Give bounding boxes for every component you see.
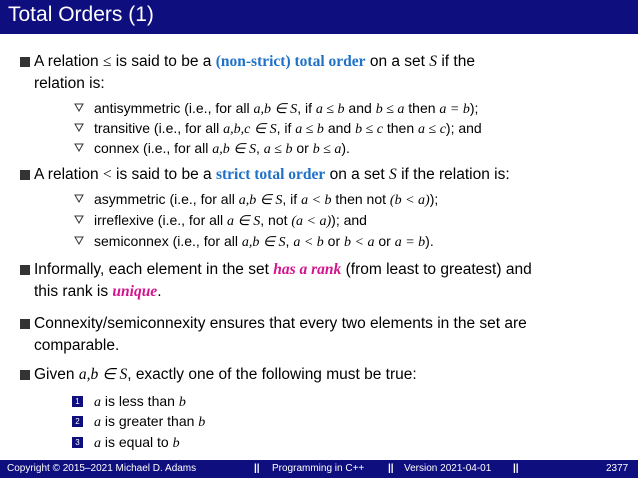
sub-bullet-asymmetric (94, 190, 438, 210)
math: (a < a) (291, 214, 332, 229)
text: if the (437, 53, 475, 70)
text: semiconnex (i.e., for all (94, 233, 242, 249)
text: , (285, 233, 294, 249)
triangle-bullet-icon (74, 102, 84, 112)
math: a (94, 415, 101, 430)
text: asymmetric (i.e., for all (94, 191, 239, 207)
text: ); and (445, 120, 482, 136)
math: b (178, 395, 186, 410)
text: or (374, 233, 395, 249)
text: or (292, 140, 313, 156)
text: ); (469, 100, 479, 116)
math: b < a (344, 235, 375, 250)
triangle-bullet-icon (74, 122, 84, 132)
math: a,b ∈ S (253, 102, 298, 117)
text: A relation (34, 166, 103, 183)
footer-separator: || (513, 463, 519, 474)
text: antisymmetric (i.e., for all (94, 100, 254, 116)
math: (b < a) (389, 193, 430, 208)
text: this rank is (34, 283, 113, 300)
numbered-item (75, 433, 180, 453)
text: , if (282, 191, 302, 207)
highlight-term: has a rank (273, 261, 342, 278)
text: ); and (331, 212, 367, 228)
text: is said to be a (111, 53, 216, 70)
highlight-term: unique (112, 283, 158, 300)
text: ). (341, 140, 350, 156)
numbered-item (75, 392, 186, 412)
footer-version: Version 2021-04-01 (404, 463, 492, 474)
math: b (172, 436, 180, 451)
bullet-connexity (34, 313, 614, 357)
math: a,b ∈ S (241, 235, 286, 250)
sub-bullet-connex (94, 139, 350, 159)
math: a ∈ S (227, 214, 261, 229)
footer-bar (0, 460, 638, 478)
text: on a set (365, 53, 430, 70)
math: a < b (301, 193, 332, 208)
text: , if (276, 120, 296, 136)
highlight-term: strict total order (215, 166, 326, 183)
math: a ≤ b (315, 102, 345, 117)
text: comparable. (34, 337, 120, 354)
bullet-square-icon (20, 170, 30, 180)
text: irreflexive (i.e., for all (94, 212, 228, 228)
text: , exactly one of the following must be true: (127, 366, 417, 383)
math: a ≤ c (418, 122, 446, 137)
math: b ≤ a (312, 142, 342, 157)
footer-copyright: Copyright © 2015–2021 Michael D. Adams (7, 463, 197, 474)
math: b (198, 415, 206, 430)
footer-separator: || (254, 463, 260, 474)
math: a < b (293, 235, 324, 250)
text: then (404, 100, 440, 116)
bullet-square-icon (20, 57, 30, 67)
triangle-bullet-icon (74, 214, 84, 224)
text: connex (i.e., for all (94, 140, 213, 156)
math: a,b ∈ S (78, 366, 128, 383)
math: a = b (439, 102, 470, 117)
sub-bullet-semiconnex (94, 232, 434, 252)
bullet-nonstrict-total-order (34, 51, 614, 95)
text: then not (331, 191, 390, 207)
number-badge: 2 (72, 416, 83, 427)
text: Informally, each element in the set (34, 261, 274, 278)
text: and (344, 100, 376, 116)
text: is equal to (101, 434, 173, 450)
text: or (323, 233, 345, 249)
number-badge: 3 (72, 437, 83, 448)
text: transitive (i.e., for all (94, 120, 224, 136)
text: , if (297, 100, 316, 116)
sub-bullet-antisymmetric (94, 99, 478, 119)
math: a (94, 395, 101, 410)
slide-title: Total Orders (1) (8, 3, 154, 26)
math: a ≤ b (263, 142, 293, 157)
bullet-strict-total-order (34, 164, 614, 186)
math: S (389, 166, 397, 183)
bullet-square-icon (20, 319, 30, 329)
text: relation is: (34, 75, 105, 92)
bullet-informally (34, 259, 614, 303)
math: a ≤ b (295, 122, 324, 137)
text: ); (429, 191, 439, 207)
text: if the relation is: (396, 166, 510, 183)
footer-separator: || (388, 463, 394, 474)
math: a,b ∈ S (212, 142, 256, 157)
math: a,b ∈ S (238, 193, 283, 208)
highlight-term: (non-strict) total order (215, 53, 366, 70)
text: , (255, 140, 264, 156)
sub-bullet-transitive (94, 119, 482, 139)
math: ≤ (102, 53, 112, 70)
triangle-bullet-icon (74, 235, 84, 245)
triangle-bullet-icon (74, 142, 84, 152)
numbered-item (75, 412, 206, 432)
math: S (429, 53, 438, 70)
footer-course: Programming in C++ (272, 463, 365, 474)
bullet-given (34, 364, 614, 386)
math: < (102, 166, 112, 183)
text: Connexity/semiconnexity ensures that every two elements in the set are (34, 315, 527, 332)
text: is said to be a (111, 166, 216, 183)
math: a,b,c ∈ S (223, 122, 277, 137)
text: ). (425, 233, 434, 249)
text: on a set (325, 166, 390, 183)
text: is less than (101, 393, 179, 409)
bullet-square-icon (20, 370, 30, 380)
footer-page-number: 2377 (606, 463, 629, 474)
text: (from least to greatest) and (341, 261, 532, 278)
math: a = b (394, 235, 426, 250)
text: , not (260, 212, 292, 228)
math: b ≤ c (355, 122, 383, 137)
text: and (323, 120, 356, 136)
sub-bullet-irreflexive (94, 211, 367, 231)
text: Given (34, 366, 79, 383)
math: b ≤ a (375, 102, 405, 117)
text: is greater than (101, 413, 199, 429)
text: A relation (34, 53, 103, 70)
bullet-square-icon (20, 265, 30, 275)
triangle-bullet-icon (74, 193, 84, 203)
text: then (382, 120, 419, 136)
math: a (94, 436, 101, 451)
text: . (157, 283, 162, 300)
number-badge: 1 (72, 396, 83, 407)
